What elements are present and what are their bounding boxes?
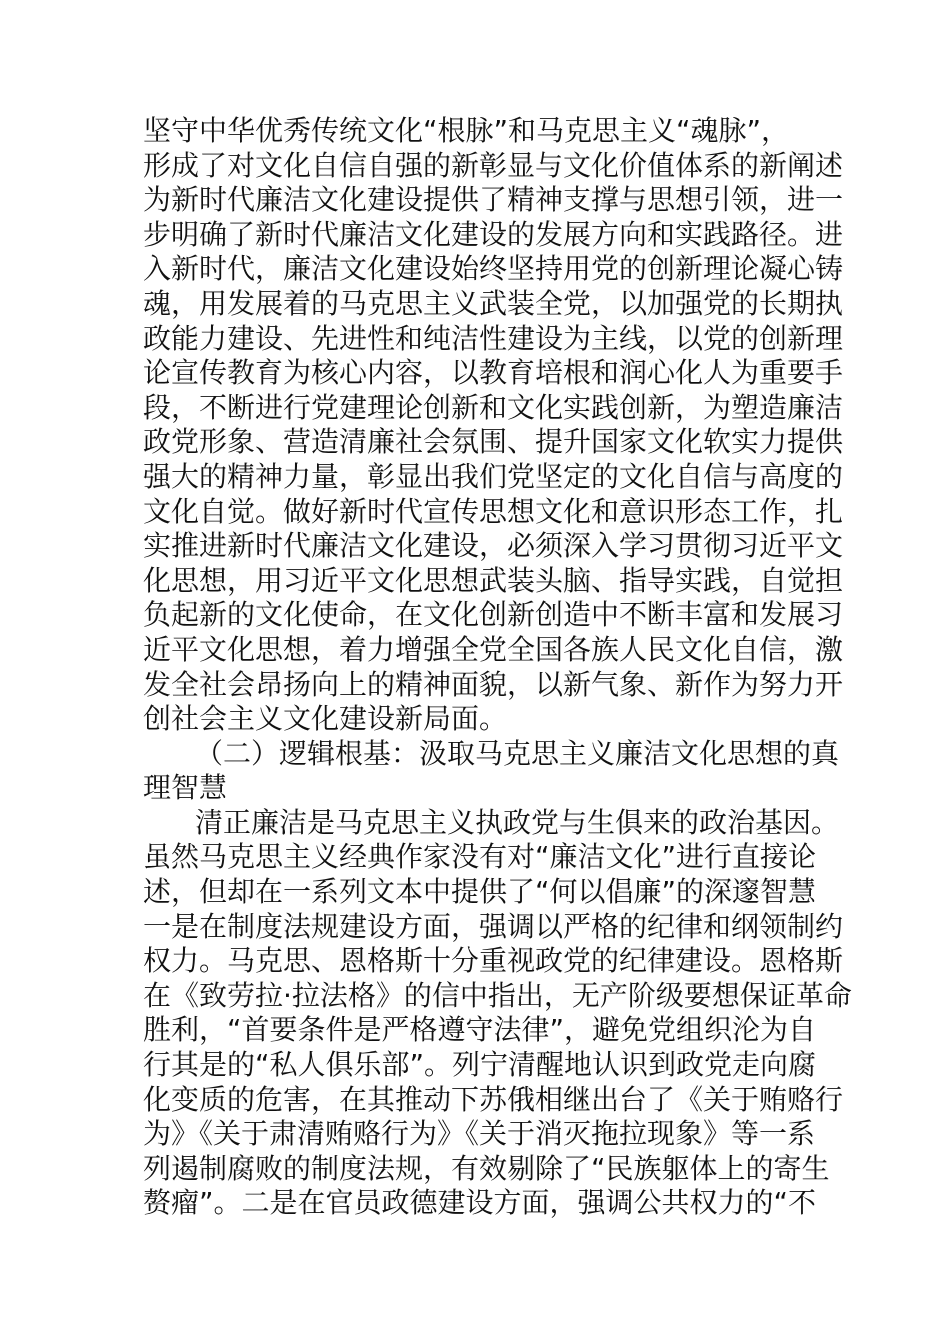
paragraph-line: 论宣传教育为核心内容，以教育培根和润心化人为重要手 xyxy=(143,356,844,390)
paragraph-line: 步明确了新时代廉洁文化建设的发展方向和实践路径。进 xyxy=(143,217,844,251)
paragraph-line: 为新时代廉洁文化建设提供了精神支撑与思想引领，进一 xyxy=(143,183,844,217)
paragraph-line: 负起新的文化使命，在文化创新创造中不断丰富和发展习 xyxy=(143,598,844,632)
paragraph-line: 发全社会昂扬向上的精神面貌，以新气象、新作为努力开 xyxy=(143,667,844,701)
section-heading-line: （二）逻辑根基：汲取马克思主义廉洁文化思想的真 xyxy=(195,736,840,770)
paragraph-line: 化变质的危害，在其推动下苏俄相继出台了《关于贿赂行 xyxy=(143,1082,844,1116)
paragraph-line: 入新时代，廉洁文化建设始终坚持用党的创新理论凝心铸 xyxy=(143,252,844,286)
paragraph-line: 赘瘤”。二是在官员政德建设方面，强调公共权力的“不 xyxy=(143,1186,817,1220)
paragraph-line: 强大的精神力量，彰显出我们党坚定的文化自信与高度的 xyxy=(143,459,844,493)
paragraph-line: 化思想，用习近平文化思想武装头脑、指导实践，自觉担 xyxy=(143,563,844,597)
document-body xyxy=(143,114,852,1221)
paragraph-line: 政党形象、营造清廉社会氛围、提升国家文化软实力提供 xyxy=(143,425,844,459)
paragraph-line: 清正廉洁是马克思主义执政党与生俱来的政治基因。 xyxy=(195,805,840,839)
paragraph-line: 在《致劳拉·拉法格》的信中指出，无产阶级要想保证革命 xyxy=(143,978,852,1012)
paragraph-line: 实推进新时代廉洁文化建设，必须深入学习贯彻习近平文 xyxy=(143,529,844,563)
section-heading-line: 理智慧 xyxy=(143,771,228,805)
paragraph-line: 坚守中华优秀传统文化“根脉”和马克思主义“魂脉”， xyxy=(143,114,790,147)
paragraph-line: 魂，用发展着的马克思主义武装全党，以加强党的长期执 xyxy=(143,286,844,320)
paragraph-line: 形成了对文化自信自强的新彰显与文化价值体系的新阐述 xyxy=(143,148,844,182)
paragraph-line: 虽然马克思主义经典作家没有对“廉洁文化”进行直接论 xyxy=(143,840,817,874)
paragraph-line: 权力。马克思、恩格斯十分重视政党的纪律建设。恩格斯 xyxy=(143,944,844,978)
paragraph-line: 一是在制度法规建设方面，强调以严格的纪律和纲领制约 xyxy=(143,909,844,943)
paragraph-line: 胜利，“首要条件是严格遵守法律”，避免党组织沦为自 xyxy=(143,1013,817,1047)
paragraph-line: 文化自觉。做好新时代宣传思想文化和意识形态工作，扎 xyxy=(143,494,844,528)
paragraph-line: 创社会主义文化建设新局面。 xyxy=(143,702,508,736)
paragraph-line: 近平文化思想，着力增强全党全国各族人民文化自信，激 xyxy=(143,632,844,666)
paragraph-line: 段，不断进行党建理论创新和文化实践创新，为塑造廉洁 xyxy=(143,390,844,424)
paragraph-line: 列遏制腐败的制度法规，有效剔除了“民族躯体上的寄生 xyxy=(143,1151,830,1185)
paragraph-line: 述，但却在一系列文本中提供了“何以倡廉”的深邃智慧 xyxy=(143,875,817,909)
paragraph-line: 为》《关于肃清贿赂行为》《关于消灭拖拉现象》等一系 xyxy=(143,1117,816,1151)
paragraph-line: 行其是的“私人俱乐部”。列宁清醒地认识到政党走向腐 xyxy=(143,1048,817,1082)
paragraph-line: 政能力建设、先进性和纯洁性建设为主线，以党的创新理 xyxy=(143,321,844,355)
